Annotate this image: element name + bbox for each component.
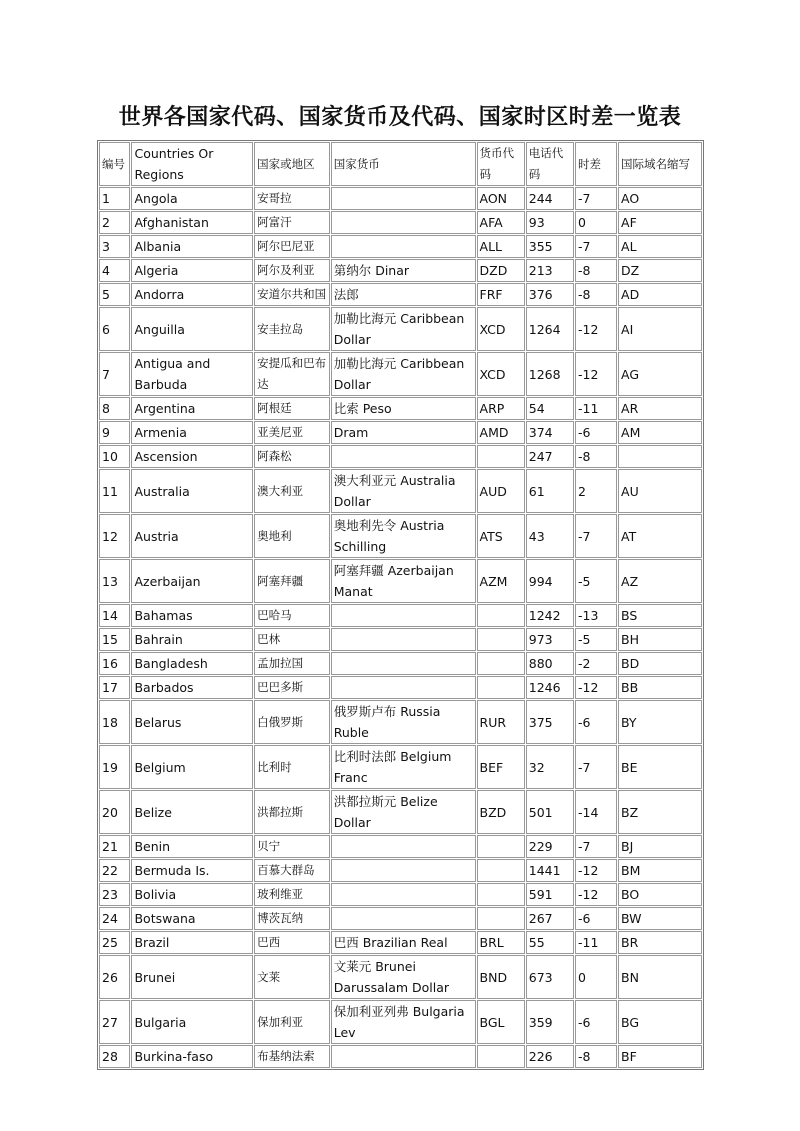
domain-cell: BM <box>618 859 702 882</box>
currency-cell: 比利时法郎 Belgium Franc <box>331 745 476 789</box>
table-row <box>99 352 702 396</box>
domain-cell: BS <box>618 604 702 627</box>
currency-cell: 文莱元 Brunei Darussalam Dollar <box>331 955 476 999</box>
domain-cell: AI <box>618 307 702 351</box>
currency-cell <box>331 859 476 882</box>
table-row <box>99 835 702 858</box>
table-row <box>99 259 702 282</box>
number-cell: 7 <box>99 352 130 396</box>
domain-cell: AU <box>618 469 702 513</box>
country-zh-cell: 安哥拉 <box>254 187 330 210</box>
country-zh-cell: 阿森松 <box>254 445 330 468</box>
number-cell: 15 <box>99 628 130 651</box>
domain-cell: BR <box>618 931 702 954</box>
currency-code-cell: DZD <box>477 259 525 282</box>
currency-code-cell: XCD <box>477 307 525 351</box>
domain-cell: AG <box>618 352 702 396</box>
country-en-cell: Benin <box>131 835 253 858</box>
table-row <box>99 604 702 627</box>
time-difference-cell: 2 <box>575 469 617 513</box>
country-zh-cell: 巴巴多斯 <box>254 676 330 699</box>
country-en-cell: Andorra <box>131 283 253 306</box>
country-zh-cell: 巴林 <box>254 628 330 651</box>
phone-code-cell: 244 <box>526 187 574 210</box>
domain-cell: AF <box>618 211 702 234</box>
time-difference-cell: -7 <box>575 187 617 210</box>
country-en-cell: Afghanistan <box>131 211 253 234</box>
country-en-cell: Armenia <box>131 421 253 444</box>
currency-code-cell <box>477 1045 525 1068</box>
number-cell: 10 <box>99 445 130 468</box>
time-difference-cell: -11 <box>575 397 617 420</box>
currency-code-cell <box>477 883 525 906</box>
time-difference-cell: -7 <box>575 745 617 789</box>
currency-cell <box>331 907 476 930</box>
number-cell: 26 <box>99 955 130 999</box>
currency-cell <box>331 652 476 675</box>
time-difference-cell: -8 <box>575 1045 617 1068</box>
time-difference-cell: -14 <box>575 790 617 834</box>
header-time-difference: 时差 <box>575 142 617 186</box>
time-difference-cell: -12 <box>575 352 617 396</box>
time-difference-cell: -5 <box>575 628 617 651</box>
number-cell: 14 <box>99 604 130 627</box>
table-header-row <box>99 142 702 186</box>
country-en-cell: Angola <box>131 187 253 210</box>
currency-code-cell <box>477 835 525 858</box>
table-row <box>99 676 702 699</box>
currency-code-cell: AZM <box>477 559 525 603</box>
country-en-cell: Brazil <box>131 931 253 954</box>
time-difference-cell: -13 <box>575 604 617 627</box>
domain-cell: BD <box>618 652 702 675</box>
phone-code-cell: 226 <box>526 1045 574 1068</box>
number-cell: 8 <box>99 397 130 420</box>
number-cell: 20 <box>99 790 130 834</box>
table-row <box>99 235 702 258</box>
currency-cell <box>331 1045 476 1068</box>
domain-cell: BO <box>618 883 702 906</box>
time-difference-cell: 0 <box>575 955 617 999</box>
number-cell: 9 <box>99 421 130 444</box>
phone-code-cell: 994 <box>526 559 574 603</box>
domain-cell: BH <box>618 628 702 651</box>
number-cell: 5 <box>99 283 130 306</box>
phone-code-cell: 1264 <box>526 307 574 351</box>
phone-code-cell: 247 <box>526 445 574 468</box>
currency-code-cell: FRF <box>477 283 525 306</box>
country-zh-cell: 安提瓜和巴布达 <box>254 352 330 396</box>
currency-code-cell: ALL <box>477 235 525 258</box>
time-difference-cell: 0 <box>575 211 617 234</box>
country-zh-cell: 阿富汗 <box>254 211 330 234</box>
country-zh-cell: 阿塞拜疆 <box>254 559 330 603</box>
time-difference-cell: -12 <box>575 676 617 699</box>
table-row <box>99 931 702 954</box>
currency-code-cell <box>477 445 525 468</box>
page-title: 世界各国家代码、国家货币及代码、国家时区时差一览表 <box>118 104 682 130</box>
currency-cell <box>331 211 476 234</box>
number-cell: 3 <box>99 235 130 258</box>
country-en-cell: Ascension <box>131 445 253 468</box>
currency-cell: 奥地利先令 Austria Schilling <box>331 514 476 558</box>
country-en-cell: Bermuda Is. <box>131 859 253 882</box>
country-zh-cell: 安道尔共和国 <box>254 283 330 306</box>
currency-code-cell <box>477 628 525 651</box>
country-en-cell: Bolivia <box>131 883 253 906</box>
phone-code-cell: 880 <box>526 652 574 675</box>
country-zh-cell: 贝宁 <box>254 835 330 858</box>
country-en-cell: Austria <box>131 514 253 558</box>
domain-cell: BZ <box>618 790 702 834</box>
currency-cell <box>331 628 476 651</box>
domain-cell: BN <box>618 955 702 999</box>
country-zh-cell: 白俄罗斯 <box>254 700 330 744</box>
currency-cell: 澳大利亚元 Australia Dollar <box>331 469 476 513</box>
phone-code-cell: 43 <box>526 514 574 558</box>
currency-code-cell <box>477 604 525 627</box>
currency-cell: 阿塞拜疆 Azerbaijan Manat <box>331 559 476 603</box>
country-zh-cell: 保加利亚 <box>254 1000 330 1044</box>
header-phone-code: 电话代码 <box>526 142 574 186</box>
currency-code-cell: AUD <box>477 469 525 513</box>
table-row <box>99 514 702 558</box>
table-row <box>99 1000 702 1044</box>
number-cell: 18 <box>99 700 130 744</box>
domain-cell: AO <box>618 187 702 210</box>
phone-code-cell: 267 <box>526 907 574 930</box>
phone-code-cell: 54 <box>526 397 574 420</box>
currency-code-cell: AON <box>477 187 525 210</box>
phone-code-cell: 1268 <box>526 352 574 396</box>
phone-code-cell: 229 <box>526 835 574 858</box>
domain-cell: BG <box>618 1000 702 1044</box>
phone-code-cell: 973 <box>526 628 574 651</box>
country-en-cell: Bangladesh <box>131 652 253 675</box>
table-row <box>99 700 702 744</box>
country-en-cell: Bahamas <box>131 604 253 627</box>
phone-code-cell: 673 <box>526 955 574 999</box>
phone-code-cell: 1441 <box>526 859 574 882</box>
table-row <box>99 955 702 999</box>
time-difference-cell: -12 <box>575 859 617 882</box>
domain-cell: DZ <box>618 259 702 282</box>
domain-cell: AL <box>618 235 702 258</box>
table-row <box>99 790 702 834</box>
phone-code-cell: 375 <box>526 700 574 744</box>
domain-cell: AT <box>618 514 702 558</box>
domain-cell: BB <box>618 676 702 699</box>
country-en-cell: Australia <box>131 469 253 513</box>
currency-cell <box>331 835 476 858</box>
number-cell: 21 <box>99 835 130 858</box>
currency-code-cell: AMD <box>477 421 525 444</box>
header-number: 编号 <box>99 142 130 186</box>
phone-code-cell: 374 <box>526 421 574 444</box>
currency-cell: 洪都拉斯元 Belize Dollar <box>331 790 476 834</box>
country-zh-cell: 亚美尼亚 <box>254 421 330 444</box>
country-en-cell: Albania <box>131 235 253 258</box>
country-en-cell: Algeria <box>131 259 253 282</box>
table-row <box>99 1045 702 1068</box>
number-cell: 4 <box>99 259 130 282</box>
time-difference-cell: -12 <box>575 307 617 351</box>
currency-cell: Dram <box>331 421 476 444</box>
domain-cell: BY <box>618 700 702 744</box>
time-difference-cell: -6 <box>575 700 617 744</box>
time-difference-cell: -6 <box>575 907 617 930</box>
currency-code-cell: BRL <box>477 931 525 954</box>
number-cell: 28 <box>99 1045 130 1068</box>
time-difference-cell: -8 <box>575 283 617 306</box>
country-en-cell: Belgium <box>131 745 253 789</box>
country-zh-cell: 比利时 <box>254 745 330 789</box>
number-cell: 6 <box>99 307 130 351</box>
domain-cell: AR <box>618 397 702 420</box>
number-cell: 2 <box>99 211 130 234</box>
phone-code-cell: 61 <box>526 469 574 513</box>
currency-code-cell <box>477 652 525 675</box>
country-en-cell: Belize <box>131 790 253 834</box>
number-cell: 17 <box>99 676 130 699</box>
country-zh-cell: 巴西 <box>254 931 330 954</box>
time-difference-cell: -12 <box>575 883 617 906</box>
time-difference-cell: -11 <box>575 931 617 954</box>
currency-code-cell: BEF <box>477 745 525 789</box>
phone-code-cell: 1242 <box>526 604 574 627</box>
domain-cell: BW <box>618 907 702 930</box>
domain-cell: BF <box>618 1045 702 1068</box>
phone-code-cell: 591 <box>526 883 574 906</box>
number-cell: 19 <box>99 745 130 789</box>
currency-cell <box>331 676 476 699</box>
table-row <box>99 883 702 906</box>
country-zh-cell: 奥地利 <box>254 514 330 558</box>
phone-code-cell: 55 <box>526 931 574 954</box>
country-zh-cell: 阿尔巴尼亚 <box>254 235 330 258</box>
currency-code-cell: AFA <box>477 211 525 234</box>
currency-cell: 巴西 Brazilian Real <box>331 931 476 954</box>
currency-code-cell: ARP <box>477 397 525 420</box>
currency-cell <box>331 445 476 468</box>
phone-code-cell: 213 <box>526 259 574 282</box>
currency-code-cell <box>477 907 525 930</box>
time-difference-cell: -7 <box>575 835 617 858</box>
country-en-cell: Burkina-faso <box>131 1045 253 1068</box>
time-difference-cell: -7 <box>575 514 617 558</box>
table-row <box>99 445 702 468</box>
currency-cell: 法郎 <box>331 283 476 306</box>
country-zh-cell: 玻利维亚 <box>254 883 330 906</box>
currency-code-cell: ATS <box>477 514 525 558</box>
number-cell: 25 <box>99 931 130 954</box>
currency-cell <box>331 883 476 906</box>
phone-code-cell: 355 <box>526 235 574 258</box>
table-row <box>99 745 702 789</box>
country-zh-cell: 安圭拉岛 <box>254 307 330 351</box>
number-cell: 22 <box>99 859 130 882</box>
country-zh-cell: 孟加拉国 <box>254 652 330 675</box>
currency-cell <box>331 235 476 258</box>
number-cell: 13 <box>99 559 130 603</box>
phone-code-cell: 376 <box>526 283 574 306</box>
country-zh-cell: 阿根廷 <box>254 397 330 420</box>
country-zh-cell: 阿尔及利亚 <box>254 259 330 282</box>
table-row <box>99 652 702 675</box>
table-row <box>99 397 702 420</box>
country-en-cell: Belarus <box>131 700 253 744</box>
phone-code-cell: 359 <box>526 1000 574 1044</box>
header-country-zh: 国家或地区 <box>254 142 330 186</box>
table-row <box>99 859 702 882</box>
header-currency-code: 货币代码 <box>477 142 525 186</box>
currency-cell <box>331 187 476 210</box>
table-row <box>99 307 702 351</box>
country-zh-cell: 百慕大群岛 <box>254 859 330 882</box>
table-row <box>99 187 702 210</box>
currency-cell: 比索 Peso <box>331 397 476 420</box>
table-row <box>99 907 702 930</box>
time-difference-cell: -8 <box>575 259 617 282</box>
country-zh-cell: 文莱 <box>254 955 330 999</box>
domain-cell: AZ <box>618 559 702 603</box>
number-cell: 27 <box>99 1000 130 1044</box>
phone-code-cell: 32 <box>526 745 574 789</box>
currency-cell <box>331 604 476 627</box>
country-en-cell: Argentina <box>131 397 253 420</box>
country-zh-cell: 巴哈马 <box>254 604 330 627</box>
currency-code-cell: BGL <box>477 1000 525 1044</box>
time-difference-cell: -6 <box>575 421 617 444</box>
country-en-cell: Bahrain <box>131 628 253 651</box>
time-difference-cell: -8 <box>575 445 617 468</box>
number-cell: 23 <box>99 883 130 906</box>
table-row <box>99 421 702 444</box>
time-difference-cell: -7 <box>575 235 617 258</box>
currency-cell: 加勒比海元 Caribbean Dollar <box>331 307 476 351</box>
domain-cell: AM <box>618 421 702 444</box>
country-en-cell: Barbados <box>131 676 253 699</box>
domain-cell: AD <box>618 283 702 306</box>
country-en-cell: Anguilla <box>131 307 253 351</box>
country-en-cell: Brunei <box>131 955 253 999</box>
phone-code-cell: 501 <box>526 790 574 834</box>
phone-code-cell: 1246 <box>526 676 574 699</box>
domain-cell <box>618 445 702 468</box>
currency-cell: 保加利亚列弗 Bulgaria Lev <box>331 1000 476 1044</box>
currency-code-cell: RUR <box>477 700 525 744</box>
table-row <box>99 283 702 306</box>
currency-code-cell: BND <box>477 955 525 999</box>
header-domain: 国际域名缩写 <box>618 142 702 186</box>
number-cell: 16 <box>99 652 130 675</box>
country-code-table <box>97 140 704 1070</box>
number-cell: 11 <box>99 469 130 513</box>
header-country-en: Countries Or Regions <box>131 142 253 186</box>
time-difference-cell: -2 <box>575 652 617 675</box>
time-difference-cell: -6 <box>575 1000 617 1044</box>
table-row <box>99 211 702 234</box>
number-cell: 24 <box>99 907 130 930</box>
domain-cell: BE <box>618 745 702 789</box>
table-row <box>99 628 702 651</box>
country-en-cell: Antigua and Barbuda <box>131 352 253 396</box>
currency-code-cell <box>477 859 525 882</box>
country-en-cell: Azerbaijan <box>131 559 253 603</box>
country-zh-cell: 布基纳法索 <box>254 1045 330 1068</box>
number-cell: 12 <box>99 514 130 558</box>
currency-code-cell: XCD <box>477 352 525 396</box>
currency-cell: 第纳尔 Dinar <box>331 259 476 282</box>
currency-cell: 加勒比海元 Caribbean Dollar <box>331 352 476 396</box>
domain-cell: BJ <box>618 835 702 858</box>
country-zh-cell: 博茨瓦纳 <box>254 907 330 930</box>
table-row <box>99 469 702 513</box>
country-zh-cell: 澳大利亚 <box>254 469 330 513</box>
currency-cell: 俄罗斯卢布 Russia Ruble <box>331 700 476 744</box>
header-currency: 国家货币 <box>331 142 476 186</box>
country-en-cell: Bulgaria <box>131 1000 253 1044</box>
country-zh-cell: 洪都拉斯 <box>254 790 330 834</box>
currency-code-cell <box>477 676 525 699</box>
time-difference-cell: -5 <box>575 559 617 603</box>
phone-code-cell: 93 <box>526 211 574 234</box>
table-row <box>99 559 702 603</box>
number-cell: 1 <box>99 187 130 210</box>
currency-code-cell: BZD <box>477 790 525 834</box>
country-en-cell: Botswana <box>131 907 253 930</box>
